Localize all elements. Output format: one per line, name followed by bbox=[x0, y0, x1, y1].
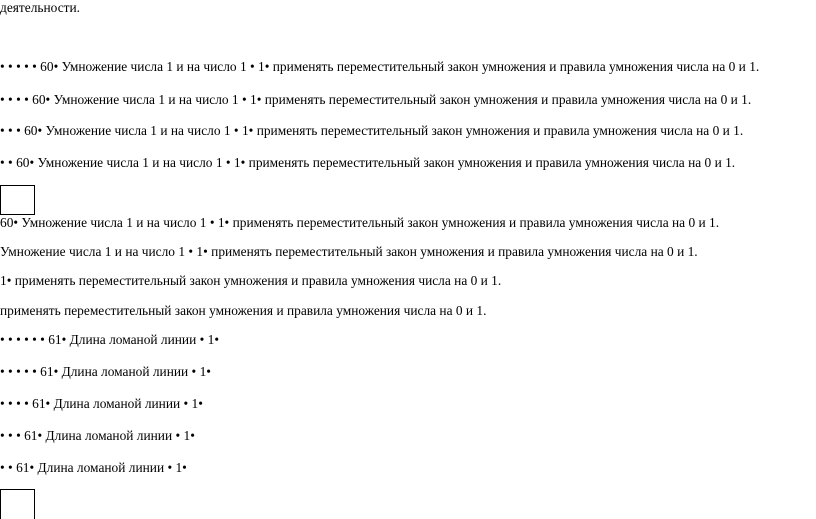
text-line: • • 61• Длина ломаной линии • 1• bbox=[0, 460, 187, 475]
text-line: • • • • • • 61• Длина ломаной линии • 1• bbox=[0, 332, 220, 347]
text-line: 60• Умножение числа 1 и на число 1 • 1• применять переместительный закон умножения и правила умножения числа на 0 и 1. bbox=[0, 215, 720, 230]
text-line: • • 60• Умножение числа 1 и на число 1 • 1• применять переместительный закон умножения и правила умножения числа на 0 и 1. bbox=[0, 155, 736, 170]
text-line: • • • • 60• Умножение числа 1 и на число 1 • 1• применять переместительный закон умножения и правила умножения числа на 0 и 1. bbox=[0, 92, 752, 107]
empty-box bbox=[0, 489, 35, 519]
text-line: Умножение числа 1 и на число 1 • 1• применять переместительный закон умножения и правила умножения числа на 0 и 1. bbox=[0, 244, 698, 259]
text-line: применять переместительный закон умножения и правила умножения числа на 0 и 1. bbox=[0, 303, 487, 318]
text-line: • • • 60• Умножение числа 1 и на число 1 • 1• применять переместительный закон умножения и правила умножения числа на 0 и 1. bbox=[0, 123, 744, 138]
text-line: • • • 61• Длина ломаной линии • 1• bbox=[0, 428, 195, 443]
text-line: • • • • 61• Длина ломаной линии • 1• bbox=[0, 396, 203, 411]
text-line: • • • • • 60• Умножение числа 1 и на число 1 • 1• применять переместительный закон умножения и правила умножения числа на 0 и 1. bbox=[0, 59, 760, 74]
text-line: • • • • • 61• Длина ломаной линии • 1• bbox=[0, 364, 211, 379]
text-line: 1• применять переместительный закон умножения и правила умножения числа на 0 и 1. bbox=[0, 273, 502, 288]
heading-tail: деятельности. bbox=[0, 0, 81, 15]
empty-box bbox=[0, 185, 35, 215]
